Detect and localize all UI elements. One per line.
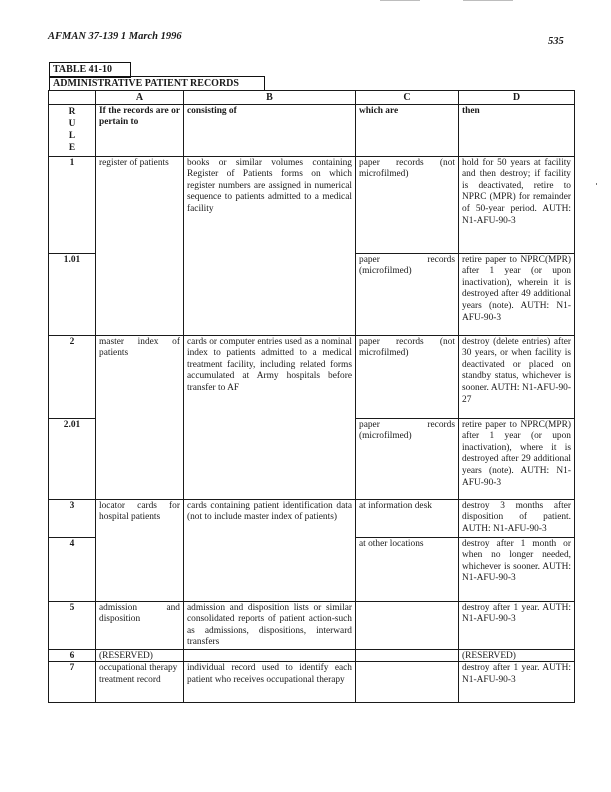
- cell-b: individual record used to identify each patient who receives occupational therapy: [184, 661, 356, 702]
- rule-number: 3: [49, 499, 96, 537]
- rule-number: 4: [49, 537, 96, 601]
- cell-d: (RESERVED): [459, 649, 575, 661]
- cell-b: [184, 649, 356, 661]
- rule-number: 2.01: [49, 418, 96, 499]
- column-letter-c: C: [356, 91, 459, 105]
- cell-a: master index of patients: [96, 335, 184, 499]
- table-row: [49, 335, 575, 418]
- table-row: [49, 601, 575, 649]
- column-header-d: then: [459, 104, 575, 156]
- cell-d: destroy after 1 year. AUTH: N1-AFU-90-3: [459, 601, 575, 649]
- cell-d: hold for 50 years at facility and then destroy; if facility is deactivated, retire to NPRC (MPR) for remainder of 50-year period. AUTH: N1-AFU-90-3: [459, 156, 575, 253]
- rule-number: 2: [49, 335, 96, 418]
- cell-a: (RESERVED): [96, 649, 184, 661]
- cell-c: at information desk: [356, 499, 459, 537]
- cell-a: admission and disposition: [96, 601, 184, 649]
- cell-d: destroy 3 months after disposition of patient. AUTH: N1-AFU-90-3: [459, 499, 575, 537]
- rule-number: 1: [49, 156, 96, 253]
- scan-speck: [596, 183, 597, 185]
- rule-header-letter: U: [68, 118, 76, 129]
- table-title: ADMINISTRATIVE PATIENT RECORDS: [49, 76, 265, 91]
- column-letter-d: D: [459, 91, 575, 105]
- cell-c: [356, 649, 459, 661]
- rule-number: 5: [49, 601, 96, 649]
- page-number: 535: [548, 36, 564, 47]
- cell-a: register of patients: [96, 156, 184, 335]
- column-letter-a: A: [96, 91, 184, 105]
- rule-number: 7: [49, 661, 96, 702]
- column-header-row: [49, 104, 575, 156]
- cell-a: occupational therapy treatment record: [96, 661, 184, 702]
- cell-c: paper records (microfilmed): [356, 418, 459, 499]
- cell-c: paper records (microfilmed): [356, 253, 459, 335]
- cell-c: paper records (not microfilmed): [356, 156, 459, 253]
- cell-a: locator cards for hospital patients: [96, 499, 184, 601]
- table-row: [49, 499, 575, 537]
- cell-b: cards or computer entries used as a nominal index to patients admitted to a medical treatment facility, including related forms accumulated at Army hospitals before transfer to AF: [184, 335, 356, 499]
- column-header-b: consisting of: [184, 104, 356, 156]
- column-letter-b: B: [184, 91, 356, 105]
- rule-header: [49, 104, 96, 156]
- rule-header-letter: R: [68, 106, 76, 117]
- scan-mark: [380, 0, 420, 1]
- cell-c: [356, 601, 459, 649]
- cell-b: cards containing patient identification data (not to include master index of patients): [184, 499, 356, 601]
- cell-d: destroy (delete entries) after 30 years, or when facility is deactivated or placed on standby status, whichever is sooner. AUTH: N1-AFU-90-27: [459, 335, 575, 418]
- table-number: TABLE 41-10: [49, 62, 131, 78]
- cell-c: paper records (not microfilmed): [356, 335, 459, 418]
- rule-number: 1.01: [49, 253, 96, 335]
- column-header-a: If the records are or pertain to: [96, 104, 184, 156]
- rule-number: 6: [49, 649, 96, 661]
- records-table: [48, 90, 575, 703]
- document-header: AFMAN 37-139 1 March 1996: [48, 31, 182, 42]
- table-row: [49, 649, 575, 661]
- rule-header-letter: E: [68, 142, 76, 153]
- cell-d: destroy after 1 month or when no longer needed, whichever is sooner. AUTH: N1-AFU-90-3: [459, 537, 575, 601]
- cell-b: admission and disposition lists or similar consolidated reports of patient action-such as admissions, dispositions, interward transfers: [184, 601, 356, 649]
- cell-b: books or similar volumes containing Register of Patients forms on which register numbers are assigned in numerical sequence to patients admitted to a medical facility: [184, 156, 356, 335]
- cell-d: retire paper to NPRC(MPR) after 1 year (or upon inactivation), wherein it is destroyed after 49 additional years (note). AUTH: N1-AFU-90-3: [459, 253, 575, 335]
- cell-c: [356, 661, 459, 702]
- table-row: [49, 156, 575, 253]
- column-letter-row: [49, 91, 575, 105]
- column-letter-rule: [49, 91, 96, 105]
- cell-d: destroy after 1 year. AUTH: N1-AFU-90-3: [459, 661, 575, 702]
- cell-c: at other locations: [356, 537, 459, 601]
- column-header-c: which are: [356, 104, 459, 156]
- table-row: [49, 661, 575, 702]
- rule-header-letter: L: [68, 130, 76, 141]
- scan-mark: [463, 0, 513, 1]
- cell-d: retire paper to NPRC(MPR) after 1 year (or upon inactivation), where it is destroyed after 29 additional years (note). AUTH: N1-AFU-90-3: [459, 418, 575, 499]
